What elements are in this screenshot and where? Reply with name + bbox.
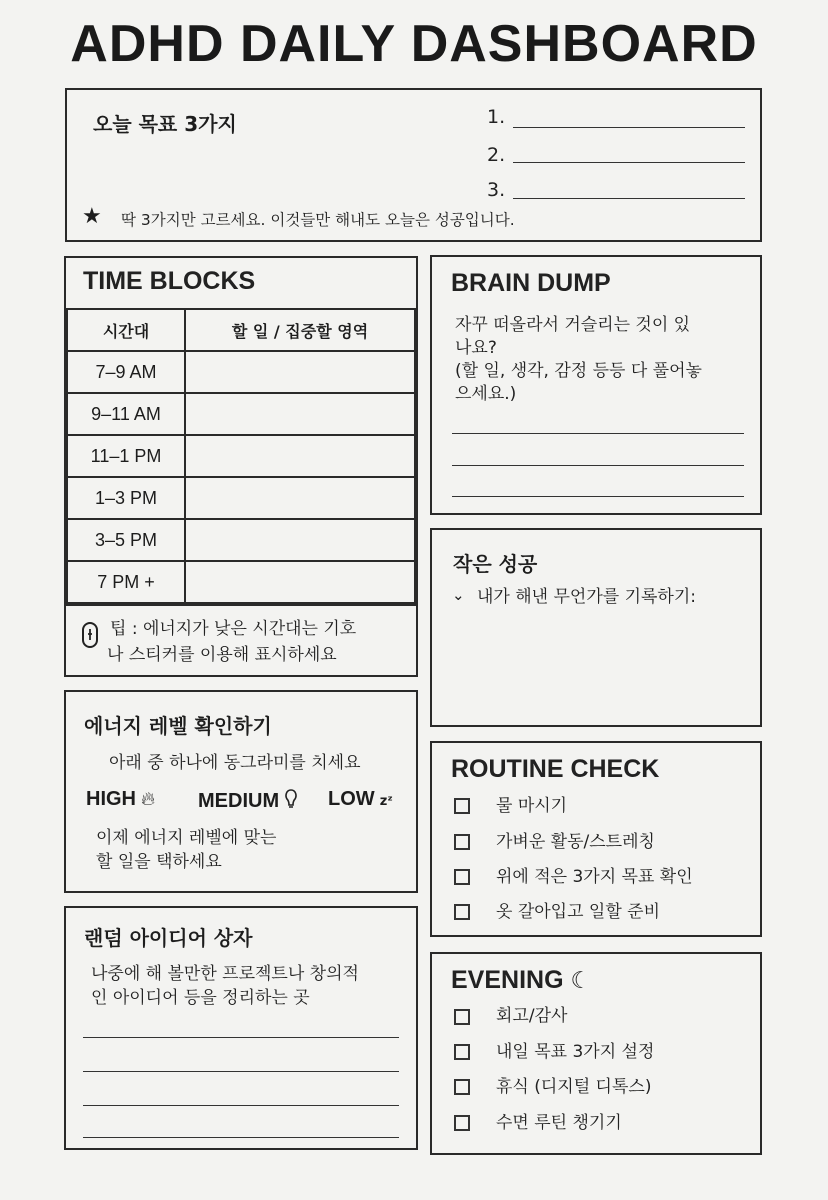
brain-dump-section — [430, 255, 762, 515]
small-wins-heading: 작은 성공 — [453, 552, 538, 576]
evening-heading — [451, 966, 591, 995]
ideas-heading: 랜덤 아이디어 상자 — [84, 926, 253, 950]
brain-dump-line-1: 자꾸 떠올라서 거슬리는 것이 있 — [455, 315, 691, 335]
small-wins-section — [430, 528, 762, 727]
routine-section — [430, 741, 762, 937]
time-slot: 9–11 AM — [67, 393, 185, 435]
task-cell[interactable] — [185, 477, 415, 519]
sleep-icon: zᶻ — [379, 794, 393, 809]
ideas-write-line[interactable] — [83, 1037, 399, 1038]
evening-heading-label: EVENING — [451, 966, 564, 994]
routine-checkbox[interactable] — [454, 834, 470, 850]
small-wins-item: 내가 해낸 무언가를 기록하기: — [477, 587, 697, 607]
brain-dump-write-line[interactable] — [452, 496, 744, 497]
evening-item: 회고/감사 — [496, 1006, 568, 1026]
ideas-write-line[interactable] — [83, 1071, 399, 1072]
col-task-header: 할 일 / 집중할 영역 — [185, 309, 415, 351]
routine-heading: ROUTINE CHECK — [451, 755, 660, 783]
goal-number-3: 3. — [487, 179, 506, 201]
evening-item: 휴식 (디지털 디톡스) — [496, 1077, 652, 1097]
task-cell[interactable] — [185, 351, 415, 393]
routine-item: 물 마시기 — [496, 796, 568, 816]
goals-heading: 오늘 목표 3가지 — [93, 112, 237, 136]
evening-checkbox[interactable] — [454, 1044, 470, 1060]
time-blocks-heading: TIME BLOCKS — [83, 267, 256, 295]
routine-checkbox[interactable] — [454, 798, 470, 814]
evening-checkbox[interactable] — [454, 1115, 470, 1131]
time-slot: 7–9 AM — [67, 351, 185, 393]
fire-icon: 🔥︎ — [141, 788, 156, 810]
goals-section — [65, 88, 762, 242]
ideas-write-line[interactable] — [83, 1137, 399, 1138]
brain-dump-line-3: (할 일, 생각, 감정 등등 다 풀어놓 — [455, 361, 702, 381]
goal-line-1[interactable] — [513, 127, 745, 128]
ideas-write-line[interactable] — [83, 1105, 399, 1106]
col-time-header: 시간대 — [67, 309, 185, 351]
energy-section — [64, 690, 418, 893]
moon-icon: ☾ — [570, 967, 592, 993]
energy-after-1: 이제 에너지 레벨에 맞는 — [96, 828, 277, 848]
brain-dump-write-line[interactable] — [452, 433, 744, 434]
evening-section — [430, 952, 762, 1155]
energy-high-label: HIGH — [86, 788, 136, 810]
ideas-section — [64, 906, 418, 1150]
time-slot: 11–1 PM — [67, 435, 185, 477]
task-cell[interactable] — [185, 561, 415, 603]
goal-line-2[interactable] — [513, 162, 745, 163]
ideas-line-2: 인 아이디어 등을 정리하는 곳 — [91, 988, 310, 1008]
routine-checkbox[interactable] — [454, 904, 470, 920]
task-cell[interactable] — [185, 435, 415, 477]
time-slot: 1–3 PM — [67, 477, 185, 519]
brain-dump-write-line[interactable] — [452, 465, 744, 466]
tip-line-1: 팁 : 에너지가 낮은 시간대는 기호 — [110, 619, 357, 639]
energy-low[interactable] — [328, 788, 393, 811]
time-blocks-table — [66, 308, 416, 604]
page-title: ADHD DAILY DASHBOARD — [70, 15, 758, 73]
evening-checkbox[interactable] — [454, 1009, 470, 1025]
ideas-line-1: 나중에 해 볼만한 프로젝트나 창의적 — [91, 964, 359, 984]
energy-high[interactable] — [86, 788, 155, 811]
energy-heading: 에너지 레벨 확인하기 — [84, 714, 272, 738]
energy-low-label: LOW — [328, 788, 375, 810]
evening-checkbox[interactable] — [454, 1079, 470, 1095]
chevron-down-icon: ⌄ — [452, 586, 465, 604]
time-slot: 7 PM + — [67, 561, 185, 603]
routine-checkbox[interactable] — [454, 869, 470, 885]
goals-note: 딱 3가지만 고르세요. 이것들만 해내도 오늘은 성공입니다. — [121, 211, 515, 229]
evening-item: 내일 목표 3가지 설정 — [496, 1042, 655, 1062]
routine-item: 옷 갈아입고 일할 준비 — [496, 902, 661, 922]
goal-number-1: 1. — [487, 106, 506, 128]
brain-dump-line-4: 으세요.) — [455, 384, 517, 404]
energy-after-2: 할 일을 택하세요 — [96, 852, 222, 872]
goal-number-2: 2. — [487, 144, 506, 166]
goal-line-3[interactable] — [513, 198, 745, 199]
star-icon: ★ — [82, 204, 102, 229]
routine-item: 위에 적은 3가지 목표 확인 — [496, 867, 693, 887]
brain-dump-heading: BRAIN DUMP — [451, 269, 611, 297]
brain-dump-line-2: 나요? — [455, 338, 497, 358]
pencil-icon — [81, 621, 99, 649]
energy-medium[interactable] — [198, 788, 298, 813]
time-slot: 3–5 PM — [67, 519, 185, 561]
routine-item: 가벼운 활동/스트레칭 — [496, 832, 655, 852]
evening-item: 수면 루틴 챙기기 — [496, 1113, 622, 1133]
task-cell[interactable] — [185, 519, 415, 561]
energy-medium-label: MEDIUM — [198, 790, 280, 812]
tip-line-2: 나 스티커를 이용해 표시하세요 — [107, 645, 337, 665]
lightbulb-icon — [284, 788, 298, 810]
energy-instruction: 아래 중 하나에 동그라미를 치세요 — [109, 753, 361, 773]
task-cell[interactable] — [185, 393, 415, 435]
